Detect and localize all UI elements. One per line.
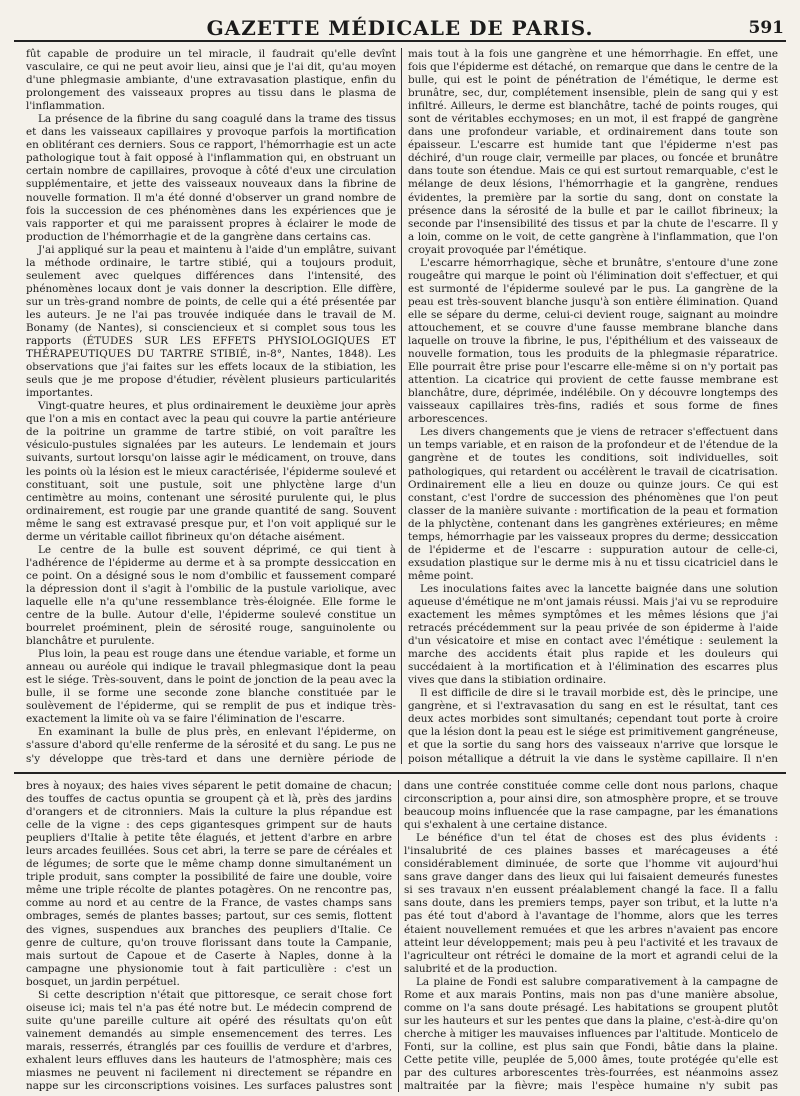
paragraph: Le bénéfice d'un tel état de choses est des plus évidents : l'insalubrité de ces plaines basses et marécageuses a été considérablement diminuée, de sorte que l'homme vit aujourd'hui sans grave danger dans des lieux qui lui faisaient demeurés funestes si ses travaux n'en eussent préalablement changé la face. Il a fallu sans doute, dans les premiers temps, payer son tribut, et la lutte n'a pas été tout d'abord à l'avantage de l'homme, alors que les terres étaient nouvellement remuées et que les arbres n'avaient pas encore atteint leur développement; mais peu à peu l'activité et les travaux de l'agriculteur ont rétréci le domaine de la mort et agrandi celui de la salubrité et de la production. xyxy=(404,832,778,975)
top-right-column xyxy=(408,48,778,764)
paragraph: bres à noyaux; des haies vives séparent le petit domaine de chacun; des touffes de cactus opuntia se groupent çà et là, près des jardins d'orangers et de citronniers. Mais la culture la plus répandue est celle de la vigne : des ceps gigantesques grimpent sur de hauts peupliers d'Italie à petite tête élagués, et jettent d'arbre en arbre leurs arcades feuillées. Sous cet abri, la terre se pare de céréales et de légumes; de sorte que le même champ donne simultanément un triple produit, sans compter la possibilité de faire une double, voire même une triple récolte de plantes potagères. On ne rencontre pas, comme au nord et au centre de la France, de vastes champs sans ombrages, semés de plantes basses; partout, sur ces semis, flottent des vignes, suspendues aux branches des peupliers d'Italie. Ce genre de culture, qu'on trouve florissant dans toute la Campanie, mais surtout de Capoue et de Caserte à Naples, donne à la campagne une physionomie tout à fait particulière : c'est un bosquet, un jardin perpétuel. xyxy=(26,780,392,988)
paragraph: Il est difficile de dire si le travail morbide est, dès le principe, une gangrène, et si l'extravasation du sang en est le résultat, tant ces deux actes morbides sont simultanés; cependant tout porte à croire que la lésion dont la peau est le siége est primitivement gangréneuse, et que la sortie du sang hors des vaisseaux n'arrive que lorsque le poison métallique a détruit la vie dans le système capillaire. Il n'en xyxy=(408,687,778,764)
paragraph: Si cette description n'était que pittoresque, ce serait chose fort oiseuse ici; mais tel n'a pas été notre but. Le médecin comprend de suite qu'une pareille culture ait opéré des résultats qu'on eût vainement demandés au simple ensemencement des terres. Les marais, resserrés, étranglés par ces fouillis de verdure et d'arbres, exhalent leurs effluves dans les hauteurs de l'atmosphère; mais ces miasmes ne peuvent ni facilement ni directement se répandre en nappe sur les circonscriptions voisines. Les surfaces palustres sont xyxy=(26,988,392,1092)
paragraph: mais tout à la fois une gangrène et une hémorrhagie. En effet, une fois que l'épiderme est détaché, on remarque que dans le centre de la bulle, qui est le point de pénétration de l'émétique, le derme est brunâtre, sec, dur, complétement insensible, plein de sang qui y est infiltré. Ailleurs, le derme est blanchâtre, taché de points rouges, qui sont de véritables ecchymoses; en un mot, il est frappé de gangrène dans une profondeur variable, et ordinairement dans toute son épaisseur. L'escarre est humide tant que l'épiderme n'est pas déchiré, d'un rouge clair, vermeille par places, ou foncée et brunâtre dans toute son étendue. Mais ce qui est surtout remarquable, c'est le mélange de deux lésions, l'hémorrhagie et la gangrène, rendues évidentes, la première par la sortie du sang, dont on constate la présence dans la sérosité de la bulle et par le caillot fibrineux; la seconde par l'insensibilité des tissus et par la chute de l'escarre. Il y a loin, comme on le voit, de cette gangrène à l'inflammation, que l'on croyait provoquée par l'émétique. xyxy=(408,48,778,256)
paragraph: Le centre de la bulle est souvent déprimé, ce qui tient à l'adhérence de l'épiderme au derme et à sa prompte dessiccation en ce point. On a désigné sous le nom d'ombilic et faussement comparé la dépression dont il s'agit à l'ombilic de la pustule variolique, avec laquelle elle n'a qu'une ressemblance très-éloignée. Elle forme le centre de la bulle. Autour d'elle, l'épiderme soulevé constitue un bourrelet proéminent, plein de sérosité rouge, sanguinolente ou blanchâtre et purulente. xyxy=(26,543,396,648)
paragraph: Plus loin, la peau est rouge dans une étendue variable, et forme un anneau ou auréole qui indique le travail phlegmasique dont la peau est le siége. Très-souvent, dans le point de jonction de la peau avec la bulle, il se forme une seconde zone blanche constituée par le soulèvement de l'épiderme, qui se remplit de pus et indique très-exactement la limite où va se faire l'élimination de l'escarre. xyxy=(26,648,396,726)
page-number: 591 xyxy=(748,18,784,38)
paragraph: J'ai appliqué sur la peau et maintenu à l'aide d'un emplâtre, suivant la méthode ordinaire, le tartre stibié, qui a toujours produit, seulement avec quelques différences dans l'intensité, des phénomènes locaux dont je vais donner la description. Elle diffère, sur un très-grand nombre de points, de celle qui a été présentée par les auteurs. Je ne l'ai pas trouvée indiquée dans le travail de M. Bonamy (de Nantes), si consciencieux et si complet sous tous les rapports (ÉTUDES SUR LES EFFETS PHYSIOLOGIQUES ET THÉRAPEUTIQUES DU TARTRE STIBIÉ, in-8°, Nantes, 1848). Les observations que j'ai faites sur les effets locaux de la stibiation, les seuls que je me propose d'étudier, révèlent plusieurs particularités importantes. xyxy=(26,243,396,400)
paragraph: Les divers changements que je viens de retracer s'effectuent dans un temps variable, et en raison de la profondeur et de l'étendue de la gangrène et de toutes les conditions, soit individuelles, soit pathologiques, qui retardent ou accélèrent le travail de cicatrisation. Ordinairement elle a lieu en douze ou quinze jours. Ce qui est constant, c'est l'ordre de succession des phénomènes que l'on peut classer de la manière suivante : mortification de la peau et formation de la phlyctène, contenant dans les gangrènes extérieures; en même temps, hémorrhagie par les vaisseaux propres du derme; dessiccation de l'épiderme et de l'escarre : suppuration autour de celle-ci, exsudation plastique sur le derme mis à nu et tissu cicatriciel dans le même point. xyxy=(408,426,778,582)
paragraph: dans une contrée constituée comme celle dont nous parlons, chaque circonscription a, pour ainsi dire, son atmosphère propre, et se trouve beaucoup moins influencée que la rase campagne, par les émanations qui s'exhalent à une certaine distance. xyxy=(404,780,778,832)
paragraph: L'escarre hémorrhagique, sèche et brunâtre, s'entoure d'une zone rougeâtre qui marque le point où l'élimination doit s'effectuer, et qui est surmonté de l'épiderme soulevé par le pus. La gangrène de la peau est très-souvent blanche jusqu'à son entière élimination. Quand elle se sépare du derme, celui-ci devient rouge, saignant au moindre attouchement, et se couvre d'une fausse membrane blanche dans laquelle on trouve la fibrine, le pus, l'épithélium et des vaisseaux de nouvelle formation, tous les produits de la phlegmasie réparatrice. Elle pourrait être prise pour l'escarre elle-même si on n'y portait pas attention. La cicatrice qui provient de cette fausse membrane est blanchâtre, dure, déprimée, indélébile. On y découvre longtemps des vaisseaux capillaires très-fins, radiés et sous forme de fines arborescences. xyxy=(408,256,778,426)
column-divider xyxy=(401,48,402,764)
bottom-right-column xyxy=(404,780,778,1092)
paragraph: Les inoculations faites avec la lancette baignée dans une solution aqueuse d'émétique ne m'ont jamais réussi. Mais j'ai vu se reproduire exactement les mêmes symptômes et les mêmes lésions que j'ai retracés précédemment sur la peau privée de son épiderme à l'aide d'un vésicatoire et mise en contact avec l'émétique : seulement la marche des accidents était plus rapide et les douleurs qui succédaient à la mortification et à l'élimination des escarres plus vives que dans la stibiation ordinaire. xyxy=(408,582,778,687)
paragraph: En examinant la bulle de plus près, en enlevant l'épiderme, on s'assure d'abord qu'elle renferme de la sérosité et du sang. Le pus ne s'y développe que très-tard et dans une dernière période de xyxy=(26,726,396,764)
paragraph: fût capable de produire un tel miracle, il faudrait qu'elle devînt vasculaire, ce qui ne peut avoir lieu, ainsi que je l'ai dit, qu'au moyen d'une phlegmasie ambiante, d'une extravasation plastique, enfin du prolongement des vaisseaux propres au tissu dans le plasma de l'inflammation. xyxy=(26,48,396,113)
page-header xyxy=(14,6,786,42)
paragraph: La présence de la fibrine du sang coagulé dans la trame des tissus et dans les vaisseaux capillaires y provoque parfois la mortification en oblitérant ces derniers. Sous ce rapport, l'hémorrhagie est un acte pathologique tout à fait opposé à l'inflammation qui, en obstruant un certain nombre de capillaires, provoque à côté d'eux une circulation supplémentaire, et jette des vaisseaux nouveaux dans la fibrine de nouvelle formation. Il m'a été donné d'observer un grand nombre de fois la succession de ces phénomènes dans les expériences que je vais rapporter et qui me paraissent propres à éclairer le mode de production de l'hémorrhagie et de la gangrène dans certains cas. xyxy=(26,113,396,243)
paragraph: Vingt-quatre heures, et plus ordinairement le deuxième jour après que l'on a mis en contact avec la peau qui couvre la partie antérieure de la poitrine un gramme de tartre stibié, on voit paraître les vésiculo-pustules signalées par les auteurs. Le lendemain et jours suivants, surtout lorsqu'on laisse agir le médicament, on trouve, dans les points où la lésion est le mieux caractérisée, l'épiderme soulevé et constituant, soit une pustule, soit une phlyctène large d'un centimètre au moins, contenant une sérosité purulente qui, le plus ordinairement, est rougie par une grande quantité de sang. Souvent même le sang est extravasé presque pur, et l'on voit appliqué sur le derme un véritable caillot fibrineux qu'on détache aisément. xyxy=(26,400,396,543)
top-left-column xyxy=(26,48,396,764)
section-divider xyxy=(14,772,786,774)
bottom-left-column xyxy=(26,780,392,1092)
journal-title: GAZETTE MÉDICALE DE PARIS. xyxy=(206,16,594,40)
paragraph: La plaine de Fondi est salubre comparativement à la campagne de Rome et aux marais Pontins, mais non pas d'une manière absolue, comme on l'a sans doute présagé. Les habitations se groupent plutôt sur les hauteurs et sur les pentes que dans la plaine, c'est-à-dire qu'on cherche à mitiger les mauvaises influences par l'altitude. Monticelo de Fonti, sur la colline, est plus sain que Fondi, bâtie dans la plaine. Cette petite ville, peuplée de 5,000 âmes, toute protégée qu'elle est par des cultures arborescentes très-fourrées, est néanmoins assez maltraitée par la fièvre; mais l'espèce humaine n'y subit pas xyxy=(404,975,778,1092)
column-divider xyxy=(398,780,399,1092)
